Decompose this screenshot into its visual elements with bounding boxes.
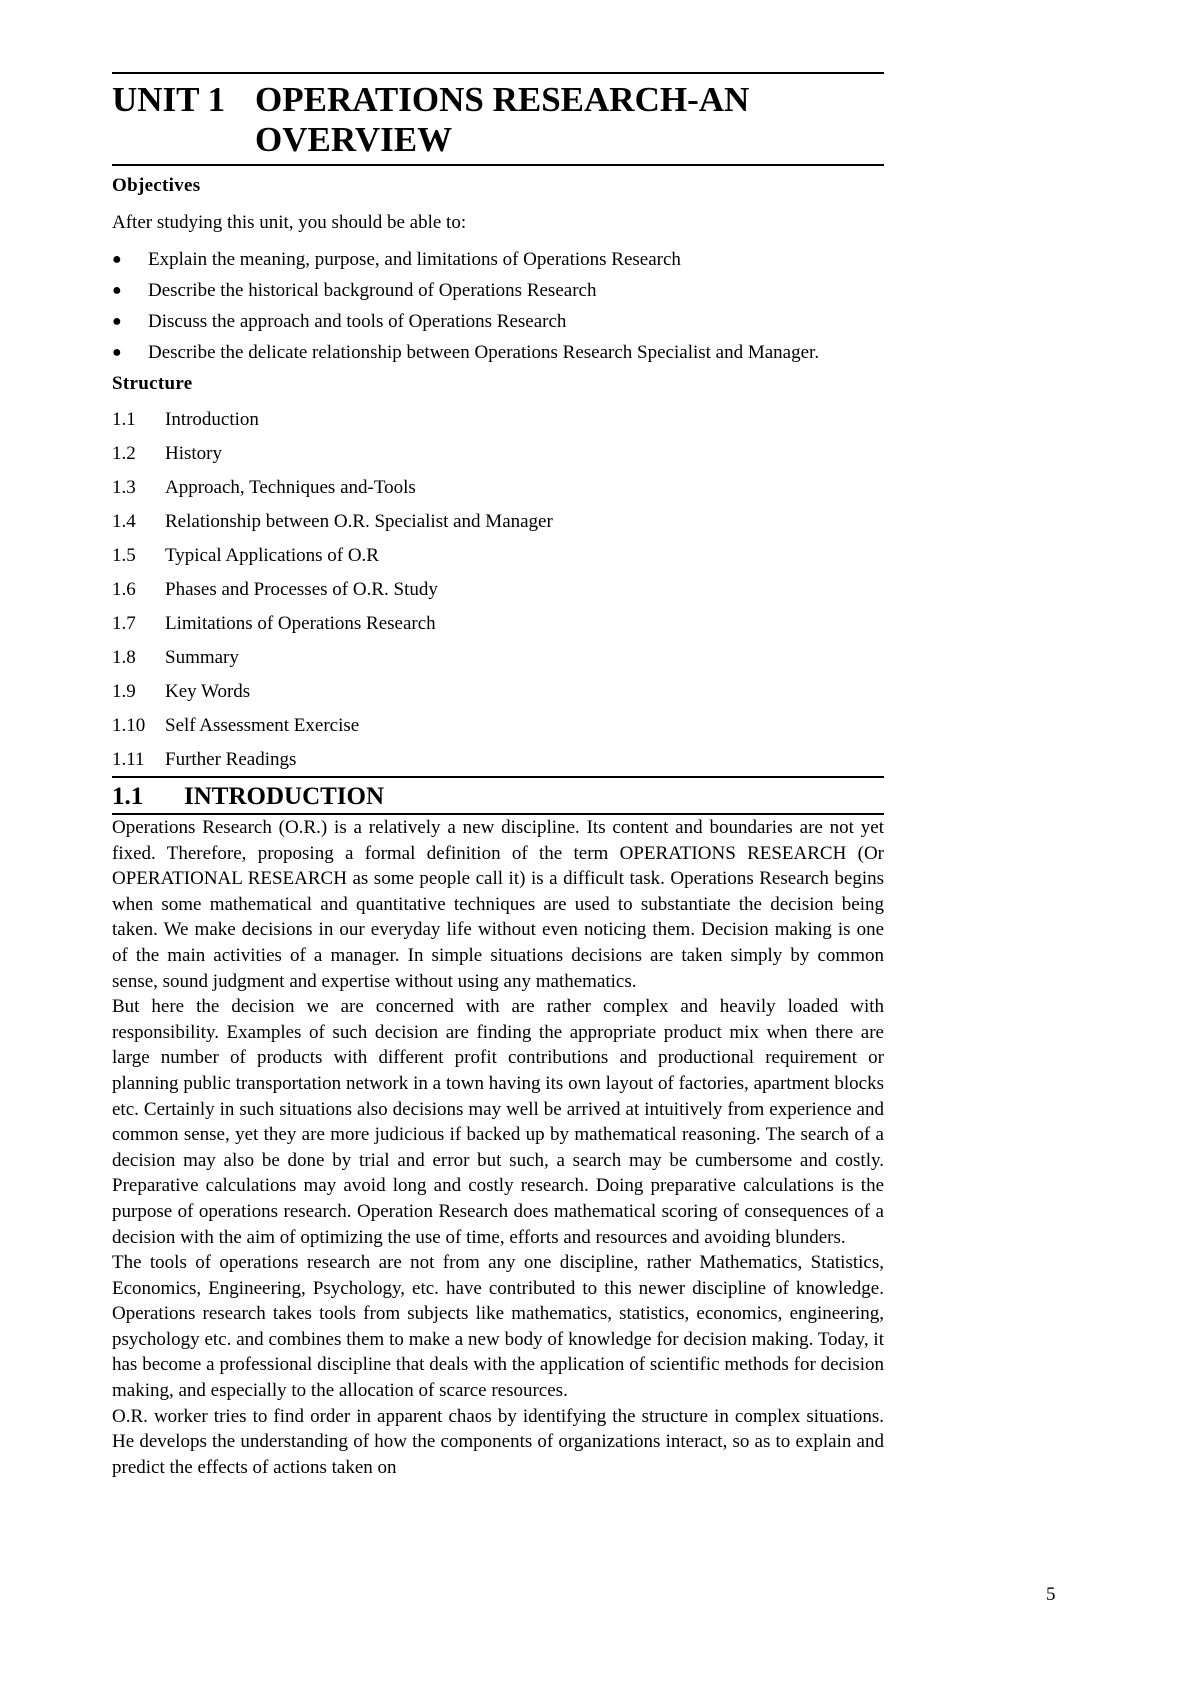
structure-item: [112, 680, 884, 714]
structure-label: Key Words: [165, 681, 251, 702]
unit-title: [255, 80, 749, 160]
body-paragraph: The tools of operations research are not from any one discipline, rather Mathematics, Statistics, Economics, Engineering, Psychology, etc. have contributed to this newer discipline of knowledge. Operations research takes tools from subjects like mathematics, statistics, economics, engineering, psychology etc. and combines them to make a new body of knowledge for decision making. Today, it has become a professional discipline that deals with the application of scientific methods for decision making, and especially to the allocation of scarce resources.: [112, 1252, 884, 1402]
structure-number: 1.5: [112, 545, 136, 566]
structure-label: Phases and Processes of O.R. Study: [165, 579, 438, 600]
structure-item: [112, 612, 884, 646]
body-paragraph: Operations Research (O.R.) is a relatively a new discipline. Its content and boundaries are not yet fixed. Therefore, proposing a formal definition of the term OPERATIONS RESEARCH (Or OPERATIONAL RESEARCH as some people call it) is a difficult task. Operations Research begins when some mathematical and quantitative techniques are used to substantiate the decision being taken. We make decisions in our everyday life without even noticing them. Decision making is one of the main activities of a manager. In simple situations decisions are taken simply by common sense, sound judgment and expertise without using any mathematics.: [112, 817, 884, 992]
structure-label: Relationship between O.R. Specialist and Manager: [165, 511, 553, 532]
structure-item: [112, 578, 884, 612]
unit-title-line-1: OPERATIONS RESEARCH-AN: [255, 80, 750, 119]
unit-title-block: [112, 74, 884, 164]
unit-title-line-2: OVERVIEW: [255, 120, 453, 159]
objectives-heading: Objectives: [112, 175, 201, 196]
structure-number: 1.11: [112, 749, 145, 770]
structure-item: [112, 646, 884, 680]
objective-item: [112, 247, 884, 273]
objectives-list: [112, 247, 884, 366]
structure-number: 1.4: [112, 511, 136, 532]
objective-text: Describe the delicate relationship between Operations Research Specialist and Manager.: [148, 342, 820, 363]
section-title: INTRODUCTION: [184, 783, 385, 810]
page-number: 5: [1046, 1584, 1056, 1605]
structure-number: 1.2: [112, 443, 136, 464]
structure-label: Summary: [165, 647, 239, 668]
structure-number: 1.6: [112, 579, 136, 600]
structure-number: 1.10: [112, 715, 146, 736]
structure-label: Introduction: [165, 409, 259, 430]
objective-text: Explain the meaning, purpose, and limitations of Operations Research: [148, 249, 681, 270]
structure-label: Self Assessment Exercise: [165, 715, 360, 736]
structure-number: 1.8: [112, 647, 136, 668]
structure-label: Typical Applications of O.R: [165, 545, 379, 566]
bullet-icon: ●: [112, 251, 122, 268]
objective-item: [112, 309, 884, 335]
structure-item: [112, 714, 884, 748]
body-paragraph: But here the decision we are concerned with are rather complex and heavily loaded with responsibility. Examples of such decision are finding the appropriate product mix when there are large number of products with different profit contributions and productional requirement or planning public transportation network in a town having its own layout of factories, apartment blocks etc. Certainly in such situations also decisions may well be arrived at intuitively from experience and common sense, yet they are more judicious if backed up by mathematical reasoning. The search of a decision may also be done by trial and error but such, a search may be cumbersome and costly. Preparative calculations may avoid long and costly research. Doing preparative calculations is the purpose of operations research. Operation Research does mathematical scoring of consequences of a decision with the aim of optimizing the use of time, efforts and resources and avoiding blunders.: [112, 996, 884, 1248]
section-heading: [112, 778, 884, 813]
structure-heading: Structure: [112, 373, 193, 394]
objective-text: Describe the historical background of Operations Research: [148, 280, 597, 301]
objective-item: [112, 278, 884, 304]
structure-item: [112, 408, 884, 442]
structure-list: [112, 408, 884, 776]
document-page: [112, 72, 884, 1480]
structure-item: [112, 748, 884, 776]
structure-number: 1.3: [112, 477, 136, 498]
structure-label: Further Readings: [165, 749, 297, 770]
objective-item: [112, 340, 884, 366]
structure-item: [112, 442, 884, 476]
objectives-intro: After studying this unit, you should be able to:: [112, 212, 467, 233]
section-number: 1.1: [112, 783, 144, 810]
title-bottom-rule: [112, 164, 884, 166]
structure-item: [112, 544, 884, 578]
structure-number: 1.1: [112, 409, 136, 430]
bullet-icon: ●: [112, 344, 122, 361]
objective-text: Discuss the approach and tools of Operations Research: [148, 311, 567, 332]
structure-item: [112, 476, 884, 510]
structure-item: [112, 510, 884, 544]
unit-label: UNIT 1: [112, 80, 226, 119]
structure-number: 1.7: [112, 613, 136, 634]
structure-label: History: [165, 443, 222, 464]
structure-label: Limitations of Operations Research: [165, 613, 436, 634]
structure-label: Approach, Techniques and-Tools: [165, 477, 416, 498]
structure-number: 1.9: [112, 681, 136, 702]
bullet-icon: ●: [112, 313, 122, 330]
bullet-icon: ●: [112, 282, 122, 299]
body-paragraph: O.R. worker tries to find order in apparent chaos by identifying the structure in complex situations. He develops the understanding of how the components of organizations interact, so as to explain and predict the effects of actions taken on: [112, 1405, 884, 1478]
section-body: [112, 815, 884, 1480]
